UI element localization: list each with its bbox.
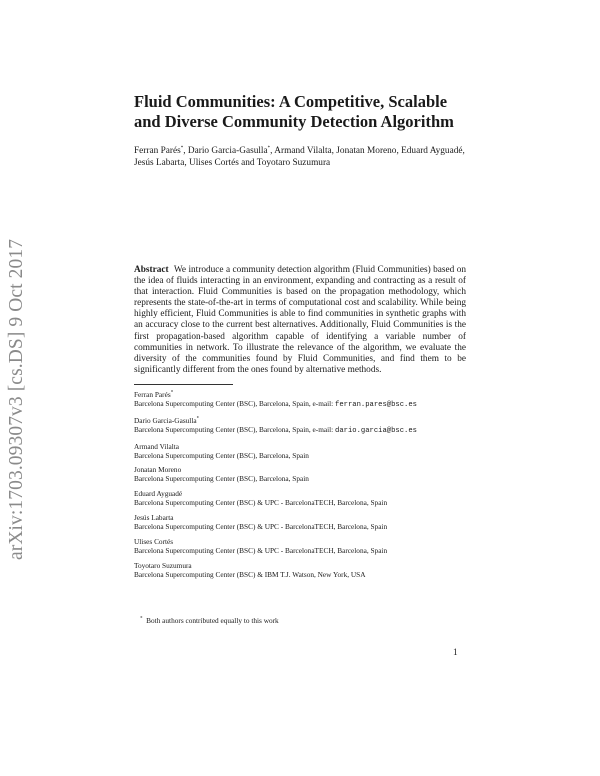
affiliation-text: Barcelona Supercomputing Center (BSC) & UPC - BarcelonaTECH, Barcelona, Spain [134, 545, 388, 555]
affiliation-institution [134, 498, 474, 508]
affiliation-author: Toyotaro Suzumura [134, 560, 192, 570]
affiliation-institution [134, 399, 474, 411]
abstract-text: We introduce a community detection algorithm (Fluid Communities) based on the idea of fluids interacting in an environment, expanding and contracting as a result of that interaction. Fluid Communities is based on the propagation methodology, which represents the state-of-the-art in terms of computational cost and scalability. While being highly efficient, Fluid Communities is able to find communities in synthetic graphs with an accuracy close to the current best alternatives. Additionally, Fluid Communities is the first propagation-based algorithm capable of identifying a variable number of communities in network. To illustrate the relevance of the algorithm, we evaluate the diversity of the communities found by Fluid Communities, and find them to be significantly different from the ones found by alternative methods. [134, 265, 467, 375]
paper-title: Fluid Communities: A Competitive, Scalable and Diverse Community Detection Algorithm [134, 92, 454, 131]
author-list [134, 145, 474, 169]
affiliation-institution [134, 474, 474, 484]
affiliation-item [134, 416, 474, 437]
affiliation-item [134, 537, 474, 556]
affiliation-name [134, 489, 474, 498]
affiliation-text: Barcelona Supercomputing Center (BSC), Barcelona, Spain [134, 474, 309, 484]
affiliation-item [134, 489, 474, 508]
affiliation-item [134, 390, 474, 411]
affiliation-author: Jonatan Moreno [134, 465, 182, 475]
affiliation-author: Ulises Cortés [134, 536, 174, 546]
footnote-divider [134, 384, 233, 385]
affiliation-author: Jesús Labarta [134, 512, 174, 522]
affiliation-mark: * [170, 390, 174, 396]
abstract [134, 265, 466, 376]
page-number: 1 [453, 648, 458, 658]
affiliation-institution [134, 570, 474, 580]
author-text: Ferran Parés [134, 146, 181, 156]
affiliation-email: ferran.pares@bsc.es [335, 401, 417, 409]
affiliation-author: Eduard Ayguadé [134, 489, 183, 499]
author-text: , Armand Vilalta, Jonatan Moreno, Eduard Ayguadé, Jesús Labarta, Ulises Cortés and Toyotaro Suzumura [134, 146, 465, 168]
abstract-heading: Abstract [134, 265, 169, 275]
affiliation-item [134, 561, 474, 580]
affiliation-author: Armand Vilalta [134, 441, 180, 451]
affiliation-name [134, 561, 474, 570]
affiliation-name [134, 465, 474, 474]
affiliation-name [134, 537, 474, 546]
affiliation-list [134, 390, 474, 584]
affiliation-text: Barcelona Supercomputing Center (BSC), Barcelona, Spain, e-mail: [134, 399, 336, 408]
affiliation-text: Barcelona Supercomputing Center (BSC) & UPC - BarcelonaTECH, Barcelona, Spain [134, 498, 388, 508]
affiliation-text: Barcelona Supercomputing Center (BSC), Barcelona, Spain, e-mail: [134, 424, 336, 434]
affiliation-author: Ferran Parés [134, 390, 171, 399]
affiliation-name [134, 513, 474, 522]
author-text: , Dario Garcia-Gasulla [183, 146, 268, 156]
affiliation-text: Barcelona Supercomputing Center (BSC) & UPC - BarcelonaTECH, Barcelona, Spain [134, 521, 388, 531]
affiliation-institution [134, 425, 474, 437]
equal-contribution-mark: * [140, 616, 143, 622]
affiliation-author: Dario Garcia-Gasulla [134, 415, 197, 425]
author-mark: * [180, 145, 184, 151]
arxiv-identifier: arXiv:1703.09307v3 [cs.DS] 9 Oct 2017 [6, 238, 27, 560]
affiliation-text: Barcelona Supercomputing Center (BSC), Barcelona, Spain [134, 450, 309, 460]
affiliation-item [134, 513, 474, 532]
affiliation-name [134, 390, 474, 399]
affiliation-institution [134, 451, 474, 461]
author-mark: * [267, 145, 271, 151]
affiliation-item [134, 442, 474, 461]
affiliation-item [134, 465, 474, 484]
equal-contribution-note [140, 616, 480, 625]
affiliation-mark: * [196, 416, 200, 422]
equal-contribution-text: Both authors contributed equally to this work [146, 616, 279, 625]
affiliation-institution [134, 546, 474, 556]
affiliation-text: Barcelona Supercomputing Center (BSC) & IBM T.J. Watson, New York, USA [134, 569, 366, 579]
affiliation-email: dario.garcia@bsc.es [335, 426, 417, 435]
affiliation-name [134, 442, 474, 451]
affiliation-institution [134, 522, 474, 532]
affiliation-name [134, 416, 474, 425]
